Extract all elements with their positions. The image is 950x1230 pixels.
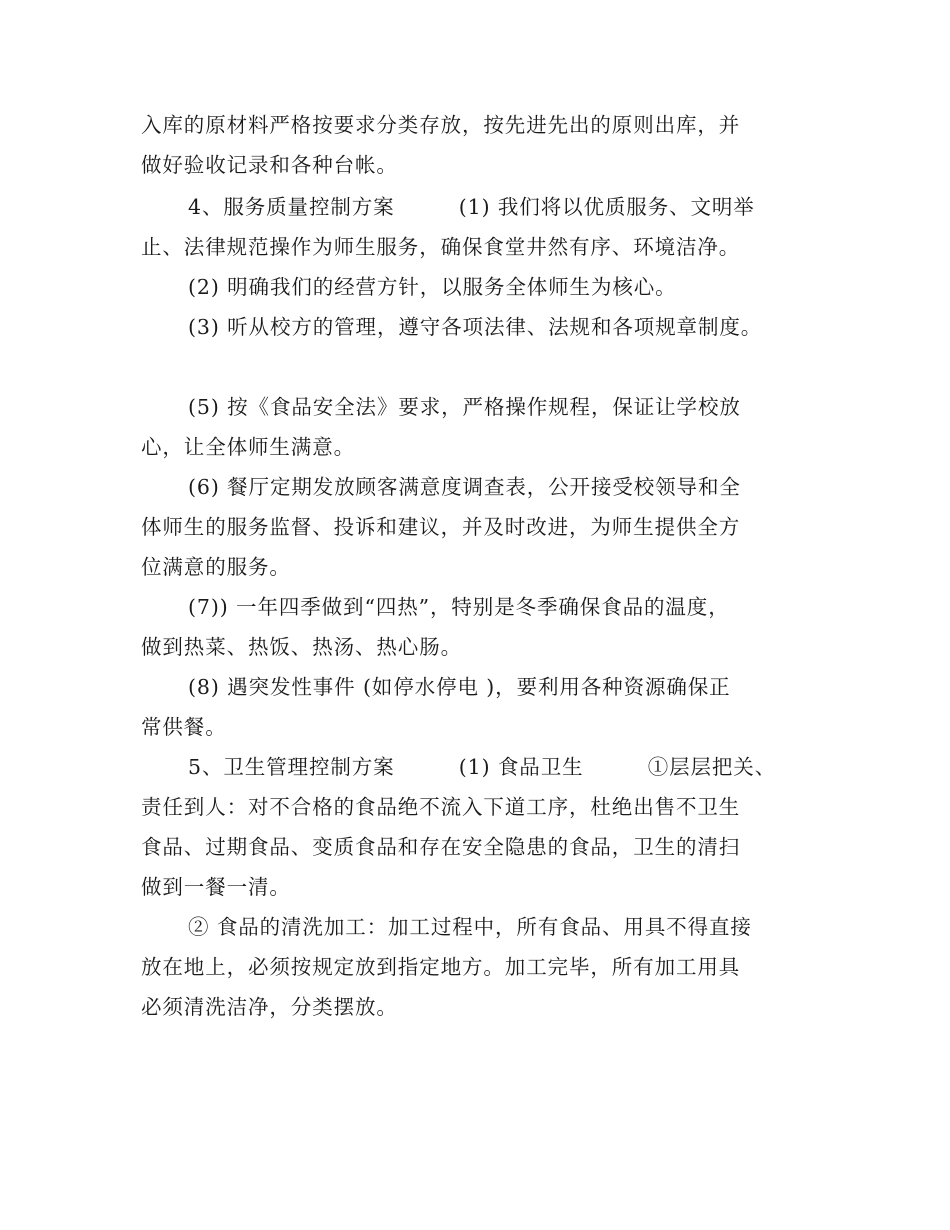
- text-line: 常供餐。: [141, 715, 227, 739]
- text-line: (8) 遇突发性事件 (如停水停电 )，要利用各种资源确保正: [188, 675, 731, 699]
- text-line: (6) 餐厅定期发放顾客满意度调查表，公开接受校领导和全: [188, 475, 741, 499]
- text-line: 5、卫生管理控制方案 (1) 食品卫生 ①层层把关、: [188, 755, 777, 779]
- text-line: 入库的原材料严格按要求分类存放，按先进先出的原则出库，并: [141, 113, 741, 137]
- text-line: 做到一餐一清。: [141, 875, 291, 899]
- text-line: 做到热菜、热饭、热汤、热心肠。: [141, 635, 462, 659]
- text-line: 做好验收记录和各种台帐。: [141, 153, 398, 177]
- text-line: 止、法律规范操作为师生服务，确保食堂井然有序、环境洁净。: [141, 235, 741, 259]
- text-line: (7)) 一年四季做到“四热”，特别是冬季确保食品的温度，: [188, 595, 730, 619]
- text-line: 位满意的服务。: [141, 555, 291, 579]
- text-line: 心，让全体师生满意。: [141, 435, 355, 459]
- text-line: 4、服务质量控制方案 (1) 我们将以优质服务、文明举: [188, 195, 755, 219]
- text-line: (2) 明确我们的经营方针，以服务全体师生为核心。: [188, 275, 677, 299]
- text-line: 放在地上，必须按规定放到指定地方。加工完毕，所有加工用具: [141, 955, 741, 979]
- text-line: 体师生的服务监督、投诉和建议，并及时改进，为师生提供全方: [141, 515, 741, 539]
- text-line: (3) 听从校方的管理，遵守各项法律、法规和各项规章制度。: [188, 315, 763, 339]
- text-line: ② 食品的清洗加工：加工过程中，所有食品、用具不得直接: [188, 915, 752, 939]
- text-line: (5) 按《食品安全法》要求，严格操作规程，保证让学校放: [188, 395, 741, 419]
- text-line: 食品、过期食品、变质食品和存在安全隐患的食品，卫生的清扫: [141, 835, 741, 859]
- text-line: 责任到人：对不合格的食品绝不流入下道工序，杜绝出售不卫生: [141, 795, 741, 819]
- text-line: 必须清洗洁净，分类摆放。: [141, 995, 398, 1019]
